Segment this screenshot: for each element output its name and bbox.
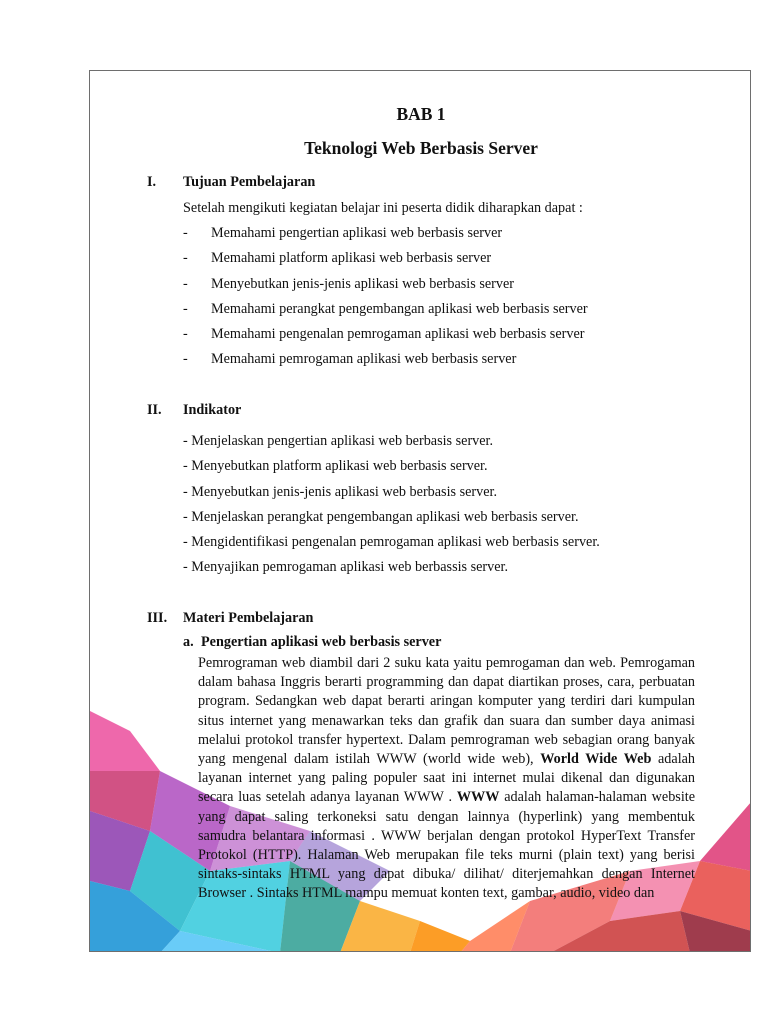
indicator-item: - Menyebutkan platform aplikasi web berbasis server.	[183, 458, 488, 474]
paragraph-text: adalah layanan internet yang paling populer saat ini internet mulai dikenal dan digunakan secara luas setelah adanya layanan WWW .	[198, 751, 696, 806]
objective-item: Memahami pemrogaman aplikasi web berbasis server	[211, 351, 517, 367]
objective-item: Memahami platform aplikasi web berbasis server	[211, 250, 492, 266]
list-bullet: -	[183, 250, 188, 266]
list-bullet: -	[183, 225, 188, 241]
indicator-item: - Mengidentifikasi pengenalan pemrogaman aplikasi web berbasis server.	[183, 534, 600, 550]
list-bullet: -	[183, 326, 188, 342]
indicator-item: - Menyajikan pemrogaman aplikasi web berbassis server.	[183, 559, 509, 575]
section-3-number: III.	[147, 610, 168, 626]
objective-item: Memahami pengenalan pemrogaman aplikasi web berbasis server	[211, 326, 585, 342]
section-3-heading: Materi Pembelajaran	[183, 610, 314, 626]
paragraph-bold-term: WWW	[456, 789, 500, 806]
subsection-heading: Pengertian aplikasi web berbasis server	[201, 634, 442, 650]
list-bullet: -	[183, 301, 188, 317]
indicator-item: - Menjelaskan pengertian aplikasi web berbasis server.	[183, 433, 494, 449]
objective-item: Memahami pengertian aplikasi web berbasis server	[211, 225, 503, 241]
indicator-item: - Menjelaskan perangkat pengembangan aplikasi web berbasis server.	[183, 509, 579, 525]
objective-item: Memahami perangkat pengembangan aplikasi web berbasis server	[211, 301, 588, 317]
section-1-intro: Setelah mengikuti kegiatan belajar ini peserta didik diharapkan dapat :	[183, 200, 583, 216]
paragraph-bold-term: World Wide Web	[540, 751, 652, 768]
document-page	[89, 70, 751, 952]
chapter-title: Teknologi Web Berbasis Server	[304, 138, 538, 158]
subsection-label: a.	[183, 634, 194, 650]
body-paragraph	[198, 654, 695, 904]
paragraph-text: Pemrograman web diambil dari 2 suku kata yaitu pemrogaman dan web. Pemrogaman dalam bahasa Inggris berarti programming dan dapat diartikan proses, cara, perbuatan program. Sedangkan web dapat berarti aringan komputer yang terdiri dari kumpulan situs internet yang menawarkan teks dan grafik dan suara dan sumber daya animasi melalui protokol transfer hypertext. Dalam pemrograman web sebagian orang banyak yang mengenal dalam istilah WWW (world wide web),	[198, 655, 695, 768]
section-1-number: I.	[147, 174, 157, 190]
objective-item: Menyebutkan jenis-jenis aplikasi web berbasis server	[211, 276, 514, 292]
section-1-heading: Tujuan Pembelajaran	[183, 174, 316, 190]
paragraph-text: adalah halaman-halaman website yang dapat saling terkoneksi satu dengan lainnya (hyperlink) yang membentuk samudra belantara informasi . WWW berjalan dengan protokol HyperText Transfer Protokol (HTTP). Halaman Web merupakan file teks murni (plain text) yang berisi sintaks-sintaks HTML yang dapat dibuka/ dilihat/ diterjemahkan dengan Internet Browser . Sintaks HTML mampu memuat konten text, gambar, audio, video dan	[198, 789, 696, 902]
indicator-item: - Menyebutkan jenis-jenis aplikasi web berbasis server.	[183, 484, 498, 500]
document-content	[90, 71, 751, 952]
section-2-heading: Indikator	[183, 402, 242, 418]
chapter-label: BAB 1	[396, 104, 446, 124]
section-2-number: II.	[147, 402, 162, 418]
list-bullet: -	[183, 276, 188, 292]
list-bullet: -	[183, 351, 188, 367]
